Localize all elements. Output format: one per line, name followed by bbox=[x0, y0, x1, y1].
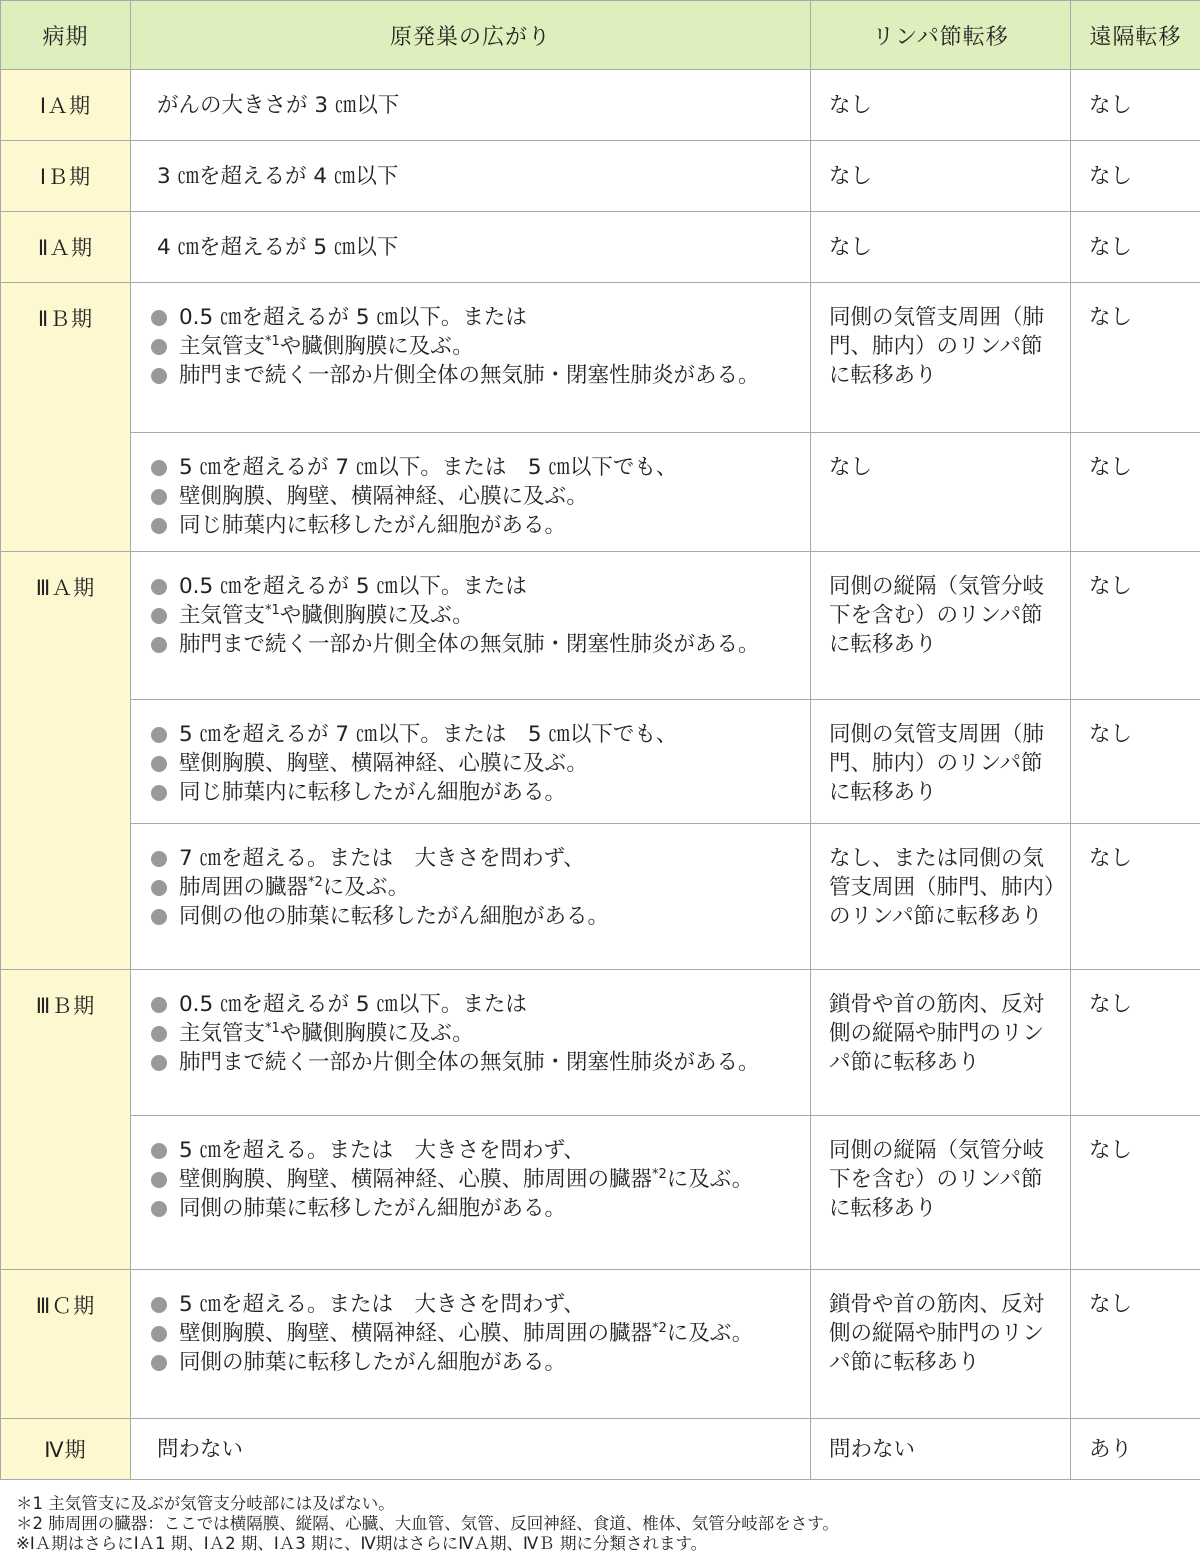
stage-cell: ⅡＡ期 bbox=[1, 212, 131, 283]
stage-cell: ⅡＢ期 bbox=[1, 283, 131, 552]
bullet-icon bbox=[151, 1055, 167, 1071]
primary-cell bbox=[131, 283, 811, 433]
table-row bbox=[1, 212, 1200, 283]
footnote-mark: *2 bbox=[308, 874, 323, 890]
bullet-icon bbox=[151, 1172, 167, 1188]
distant-cell: なし bbox=[1071, 552, 1200, 700]
distant-cell: なし bbox=[1071, 1116, 1200, 1270]
list-item: 肺門まで続く一部か片側全体の無気肺・閉塞性肺炎がある。 bbox=[149, 361, 800, 390]
primary-cell bbox=[131, 970, 811, 1116]
bullet-icon bbox=[151, 1297, 167, 1313]
bullet-icon bbox=[151, 851, 167, 867]
bullet-icon bbox=[151, 339, 167, 355]
distant-cell: なし bbox=[1071, 70, 1200, 141]
distant-cell: なし bbox=[1071, 824, 1200, 970]
criteria-list bbox=[149, 990, 800, 1077]
bullet-icon bbox=[151, 997, 167, 1013]
bullet-icon bbox=[151, 1026, 167, 1042]
header-row bbox=[1, 1, 1200, 70]
stage-cell: ⅢＢ期 bbox=[1, 970, 131, 1270]
list-item: 0.5 ㎝を超えるが 5 ㎝以下。または bbox=[149, 572, 800, 601]
stage-cell: Ⅳ期 bbox=[1, 1419, 131, 1480]
distant-cell: なし bbox=[1071, 433, 1200, 552]
bullet-icon bbox=[151, 608, 167, 624]
bullet-icon bbox=[151, 637, 167, 653]
bullet-icon bbox=[151, 785, 167, 801]
table-row bbox=[1, 970, 1200, 1116]
list-item: 壁側胸膜、胸壁、横隔神経、心膜、肺周囲の臓器$^{*2}$に及ぶ。 bbox=[149, 1165, 800, 1194]
list-item: 肺門まで続く一部か片側全体の無気肺・閉塞性肺炎がある。 bbox=[149, 1048, 800, 1077]
lymph-cell: 問わない bbox=[811, 1419, 1071, 1480]
list-item: 5 ㎝を超えるが 7 ㎝以下。または 5 ㎝以下でも、 bbox=[149, 453, 800, 482]
list-item: 同じ肺葉内に転移したがん細胞がある。 bbox=[149, 778, 800, 807]
bullet-icon bbox=[151, 909, 167, 925]
lymph-cell: 鎖骨や首の筋肉、反対側の縦隔や肺門のリンパ節に転移あり bbox=[811, 1270, 1071, 1419]
bullet-icon bbox=[151, 727, 167, 743]
list-item: 壁側胸膜、胸壁、横隔神経、心膜、肺周囲の臓器$^{*2}$に及ぶ。 bbox=[149, 1319, 800, 1348]
footnote-2: ＊2 肺周囲の臓器：ここでは横隔膜、縦隔、心臓、大血管、気管、反回神経、食道、椎体、気管分岐部をさす。 bbox=[16, 1514, 839, 1533]
bullet-icon bbox=[151, 880, 167, 896]
lymph-cell: なし bbox=[811, 433, 1071, 552]
distant-cell: なし bbox=[1071, 212, 1200, 283]
list-item: 主気管支$^{*1}$や臓側胸膜に及ぶ。 bbox=[149, 1019, 800, 1048]
list-item: 5 ㎝を超える。または 大きさを問わず、 bbox=[149, 1290, 800, 1319]
lymph-cell: なし bbox=[811, 70, 1071, 141]
primary-cell: 4 ㎝を超えるが 5 ㎝以下 bbox=[131, 212, 811, 283]
bullet-icon bbox=[151, 460, 167, 476]
list-item: 同じ肺葉内に転移したがん細胞がある。 bbox=[149, 511, 800, 540]
primary-cell: 3 ㎝を超えるが 4 ㎝以下 bbox=[131, 141, 811, 212]
footnotes bbox=[16, 1494, 839, 1554]
list-item: 肺周囲の臓器$^{*2}$に及ぶ。 bbox=[149, 873, 800, 902]
criteria-list bbox=[149, 453, 800, 540]
lymph-cell: 同側の気管支周囲（肺門、肺内）のリンパ節に転移あり bbox=[811, 283, 1071, 433]
distant-cell: あり bbox=[1071, 1419, 1200, 1480]
bullet-icon bbox=[151, 579, 167, 595]
list-item: 同側の肺葉に転移したがん細胞がある。 bbox=[149, 1194, 800, 1223]
bullet-icon bbox=[151, 368, 167, 384]
lymph-cell: 同側の気管支周囲（肺門、肺内）のリンパ節に転移あり bbox=[811, 700, 1071, 824]
list-item: 0.5 ㎝を超えるが 5 ㎝以下。または bbox=[149, 990, 800, 1019]
footnote-1: ＊1 主気管支に及ぶが気管支分岐部には及ばない。 bbox=[16, 1494, 395, 1513]
table-row bbox=[1, 824, 1200, 970]
footnote-mark: *2 bbox=[652, 1166, 667, 1182]
table-row bbox=[1, 283, 1200, 433]
bullet-icon bbox=[151, 489, 167, 505]
list-item: 同側の他の肺葉に転移したがん細胞がある。 bbox=[149, 902, 800, 931]
criteria-list bbox=[149, 1290, 800, 1377]
distant-cell: なし bbox=[1071, 1270, 1200, 1419]
table-row bbox=[1, 1419, 1200, 1480]
list-item: 壁側胸膜、胸壁、横隔神経、心膜に及ぶ。 bbox=[149, 749, 800, 778]
primary-cell bbox=[131, 700, 811, 824]
bullet-icon bbox=[151, 1201, 167, 1217]
footnote-mark: *1 bbox=[265, 1020, 280, 1036]
table-row bbox=[1, 1270, 1200, 1419]
distant-cell: なし bbox=[1071, 283, 1200, 433]
primary-cell bbox=[131, 552, 811, 700]
bullet-icon bbox=[151, 756, 167, 772]
primary-cell bbox=[131, 1116, 811, 1270]
list-item: 主気管支$^{*1}$や臓側胸膜に及ぶ。 bbox=[149, 332, 800, 361]
bullet-icon bbox=[151, 1326, 167, 1342]
footnote-mark: *1 bbox=[265, 333, 280, 349]
bullet-icon bbox=[151, 310, 167, 326]
distant-cell: なし bbox=[1071, 141, 1200, 212]
header-primary-tumor: 原発巣の広がり bbox=[131, 1, 811, 70]
table-row bbox=[1, 700, 1200, 824]
primary-cell bbox=[131, 433, 811, 552]
lymph-cell: なし bbox=[811, 141, 1071, 212]
list-item: 5 ㎝を超えるが 7 ㎝以下。または 5 ㎝以下でも、 bbox=[149, 720, 800, 749]
header-stage: 病期 bbox=[1, 1, 131, 70]
list-item: 肺門まで続く一部か片側全体の無気肺・閉塞性肺炎がある。 bbox=[149, 630, 800, 659]
header-lymph-node: リンパ節転移 bbox=[811, 1, 1071, 70]
list-item: 5 ㎝を超える。または 大きさを問わず、 bbox=[149, 1136, 800, 1165]
stage-cell: ⅠＡ期 bbox=[1, 70, 131, 141]
distant-cell: なし bbox=[1071, 970, 1200, 1116]
table-row bbox=[1, 552, 1200, 700]
footnote-mark: *1 bbox=[265, 602, 280, 618]
list-item: 主気管支$^{*1}$や臓側胸膜に及ぶ。 bbox=[149, 601, 800, 630]
table-row bbox=[1, 1116, 1200, 1270]
stage-cell: ⅢＣ期 bbox=[1, 1270, 131, 1419]
bullet-icon bbox=[151, 1355, 167, 1371]
table-row bbox=[1, 141, 1200, 212]
stage-cell: ⅢＡ期 bbox=[1, 552, 131, 970]
table-row bbox=[1, 433, 1200, 552]
lymph-cell: 同側の縦隔（気管分岐下を含む）のリンパ節に転移あり bbox=[811, 552, 1071, 700]
list-item: 同側の肺葉に転移したがん細胞がある。 bbox=[149, 1348, 800, 1377]
header-distant-metastasis: 遠隔転移 bbox=[1071, 1, 1200, 70]
footnote-mark: *2 bbox=[652, 1320, 667, 1336]
criteria-list bbox=[149, 1136, 800, 1223]
criteria-list bbox=[149, 572, 800, 659]
primary-cell: がんの大きさが 3 ㎝以下 bbox=[131, 70, 811, 141]
primary-cell bbox=[131, 1270, 811, 1419]
lymph-cell: 鎖骨や首の筋肉、反対側の縦隔や肺門のリンパ節に転移あり bbox=[811, 970, 1071, 1116]
footnote-3: ※ⅠＡ期はさらにⅠＡ1 期、ⅠＡ2 期、ⅠＡ3 期に、Ⅳ期はさらにⅣＡ期、ⅣＢ 期に分類されます。 bbox=[16, 1534, 708, 1553]
list-item: 壁側胸膜、胸壁、横隔神経、心膜に及ぶ。 bbox=[149, 482, 800, 511]
lymph-cell: なし bbox=[811, 212, 1071, 283]
distant-cell: なし bbox=[1071, 700, 1200, 824]
lymph-cell: 同側の縦隔（気管分岐下を含む）のリンパ節に転移あり bbox=[811, 1116, 1071, 1270]
list-item: 0.5 ㎝を超えるが 5 ㎝以下。または bbox=[149, 303, 800, 332]
criteria-list bbox=[149, 303, 800, 390]
table-row bbox=[1, 70, 1200, 141]
stage-cell: ⅠＢ期 bbox=[1, 141, 131, 212]
bullet-icon bbox=[151, 1143, 167, 1159]
primary-cell: 問わない bbox=[131, 1419, 811, 1480]
lymph-cell: なし、または同側の気管支周囲（肺門、肺内）のリンパ節に転移あり bbox=[811, 824, 1071, 970]
criteria-list bbox=[149, 720, 800, 807]
list-item: 7 ㎝を超える。または 大きさを問わず、 bbox=[149, 844, 800, 873]
criteria-list bbox=[149, 844, 800, 931]
primary-cell bbox=[131, 824, 811, 970]
bullet-icon bbox=[151, 518, 167, 534]
